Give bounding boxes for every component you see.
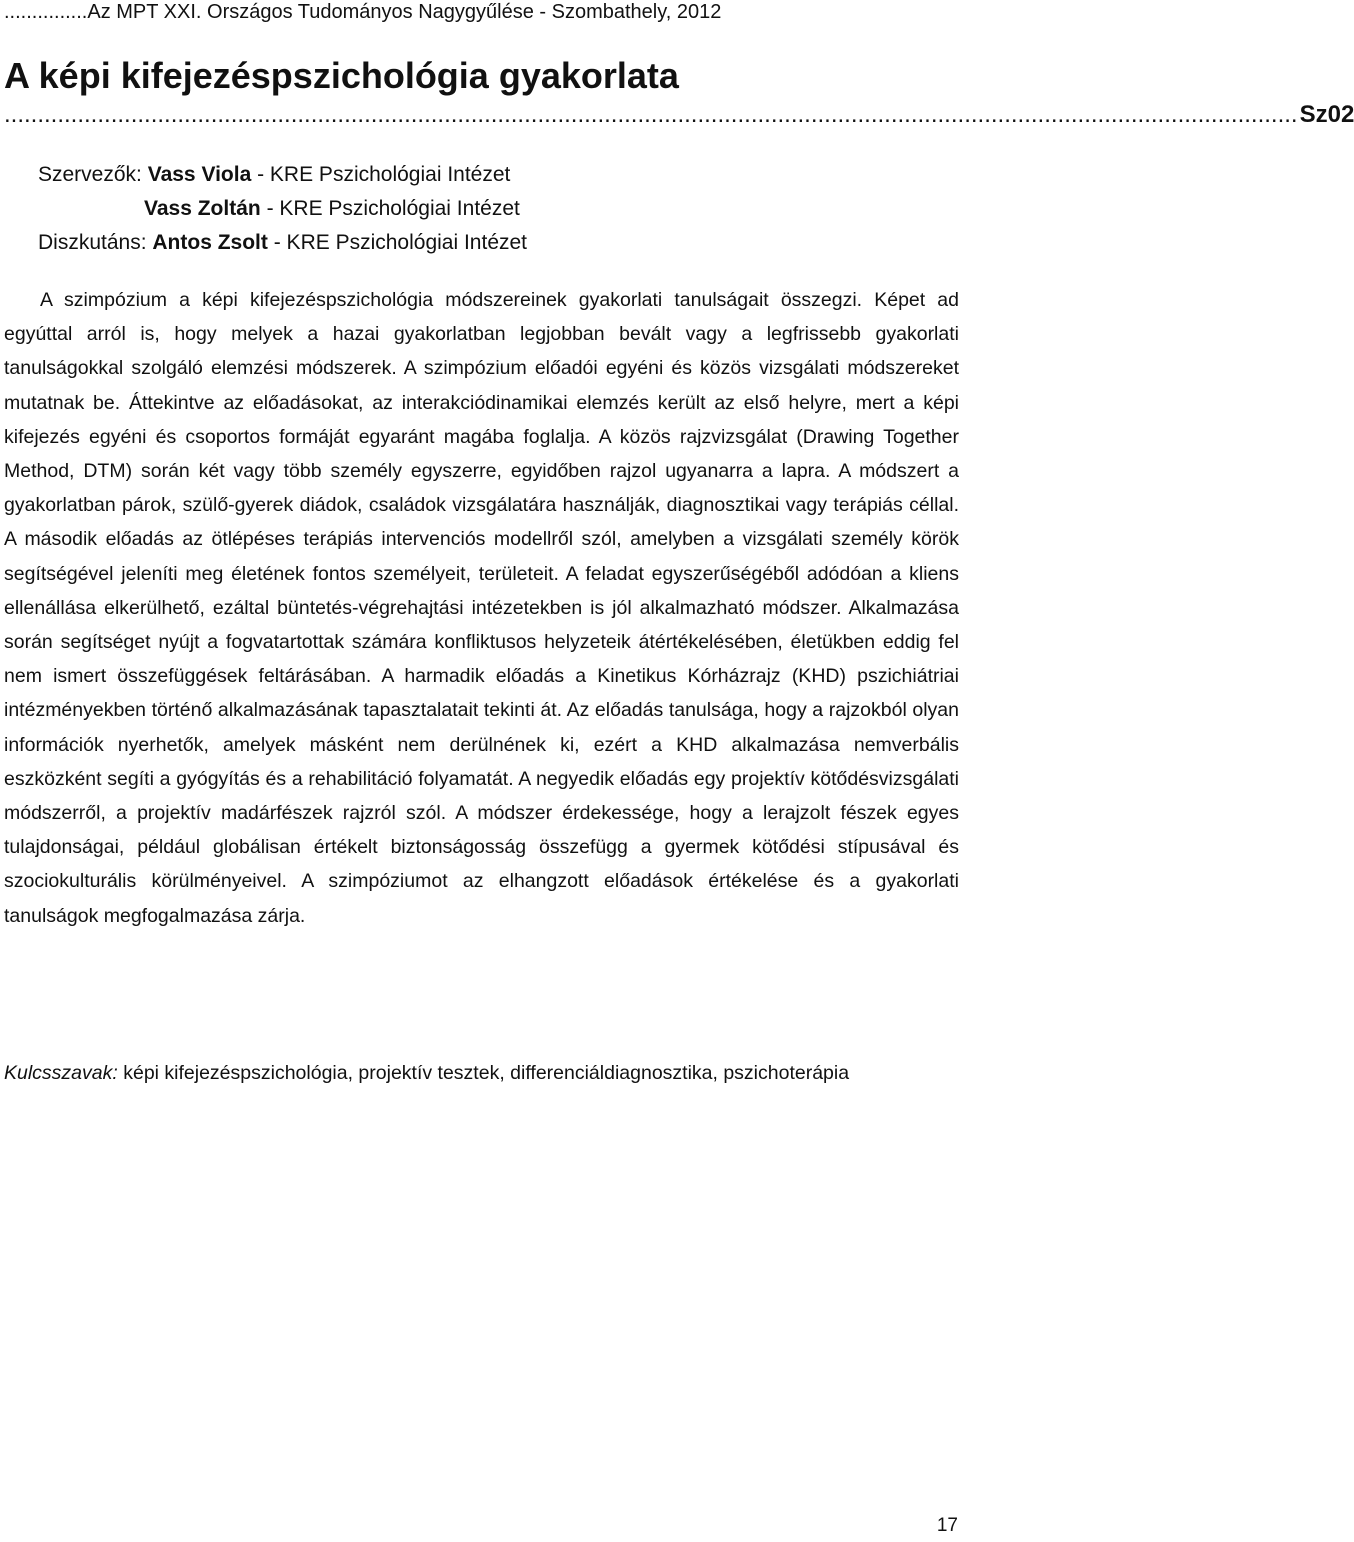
session-leader-dots: ..................................................................................................................................................................................................: [4, 101, 1298, 128]
organizer-name: Vass Viola: [147, 163, 252, 186]
session-title: A képi kifejezéspszichológia gyakorlata: [4, 55, 679, 96]
header-leader-dots: ...............: [4, 1, 88, 23]
conference-header: [4, 0, 956, 24]
discussant-name: Antos Zsolt: [152, 231, 268, 254]
keywords-label: Kulcsszavak:: [4, 1062, 118, 1084]
session-code-line: [4, 100, 1354, 130]
keywords: [4, 1056, 959, 1090]
page-number: 17: [936, 1515, 958, 1536]
abstract-paragraph: A szimpózium a képi kifejezéspszichológia módszereinek gyakorlati tanulságait összegzi. Képet ad egyúttal arról is, hogy melyek a hazai gyakorlatban legjobban bevált vagy a legfrissebb gyakorlati tanulságokkal szolgáló elemzési módszerek. A szimpózium előadói egyéni és közös vizsgálati módszereket mutatnak be. Áttekintve az előadásokat, az interakciódinamikai elemzés került az első helyre, mert a képi kifejezés egyéni és csoportos formáját egyaránt magába foglalja. A közös rajzvizsgálat (Drawing Together Method, DTM) során két vagy több személy egyszerre, egyidőben rajzol ugyanarra a lapra. A módszert a gyakorlatban párok, szülő-gyerek diádok, családok vizsgálatára használják, diagnosztikai vagy terápiás céllal. A második előadás az ötlépéses terápiás intervenciós modellről szól, amelyben a vizsgálati személy körök segítségével jeleníti meg életének fontos személyeit, területeit. A feladat egyszerűségéből adódóan a kliens ellenállása elkerülhető, ezáltal büntetés-végrehajtási intézetekben is jól alkalmazható módszer. Alkalmazása során segítséget nyújt a fogvatartottak számára konfliktusos helyzeteik átértékelésében, életükben eddig fel nem ismert összefüggések feltárásában. A harmadik előadás a Kinetikus Kórházrajz (KHD) pszichiátriai intézményekben történő alkalmazásának tapasztalatait tekinti át. Az előadás tanulsága, hogy a rajzokból olyan információk nyerhetők, amelyek másként nem derülnének ki, ezért a KHD alkalmazása nemverbális eszközként segíti a gyógyítás és a rehabilitáció folyamatát. A negyedik előadás egy projektív kötődésvizsgálati módszerről, a projektív madárfészek rajzról szól. A módszer érdekessége, hogy a lerajzolt fészek egyes tulajdonságai, például globálisan értékelt biztonságosság összefügg a gyermek kötődési stípusával és szociokulturális körülményeivel. A szimpóziumot az elhangzott előadások értékelése és a gyakorlati tanulságok megfogalmazása zárja.: [4, 289, 959, 927]
session-code: Sz02: [1299, 101, 1354, 128]
organizers-label: Szervezők:: [38, 163, 142, 186]
organizer-row-1: [38, 160, 510, 190]
discussant-row: [38, 228, 527, 258]
organizer-affiliation: - KRE Pszichológiai Intézet: [257, 163, 511, 186]
organizer-name: Vass Zoltán: [144, 197, 261, 220]
discussant-label: Diszkutáns:: [38, 231, 147, 254]
keywords-text: képi kifejezéspszichológia, projektív tesztek, differenciáldiagnosztika, pszichoterápia: [123, 1062, 850, 1084]
organizer-row-2: [144, 194, 520, 224]
discussant-affiliation: - KRE Pszichológiai Intézet: [273, 231, 528, 254]
conference-name: Az MPT XXI. Országos Tudományos Nagygyűlése - Szombathely, 2012: [87, 1, 722, 23]
organizer-affiliation: - KRE Pszichológiai Intézet: [266, 197, 520, 220]
